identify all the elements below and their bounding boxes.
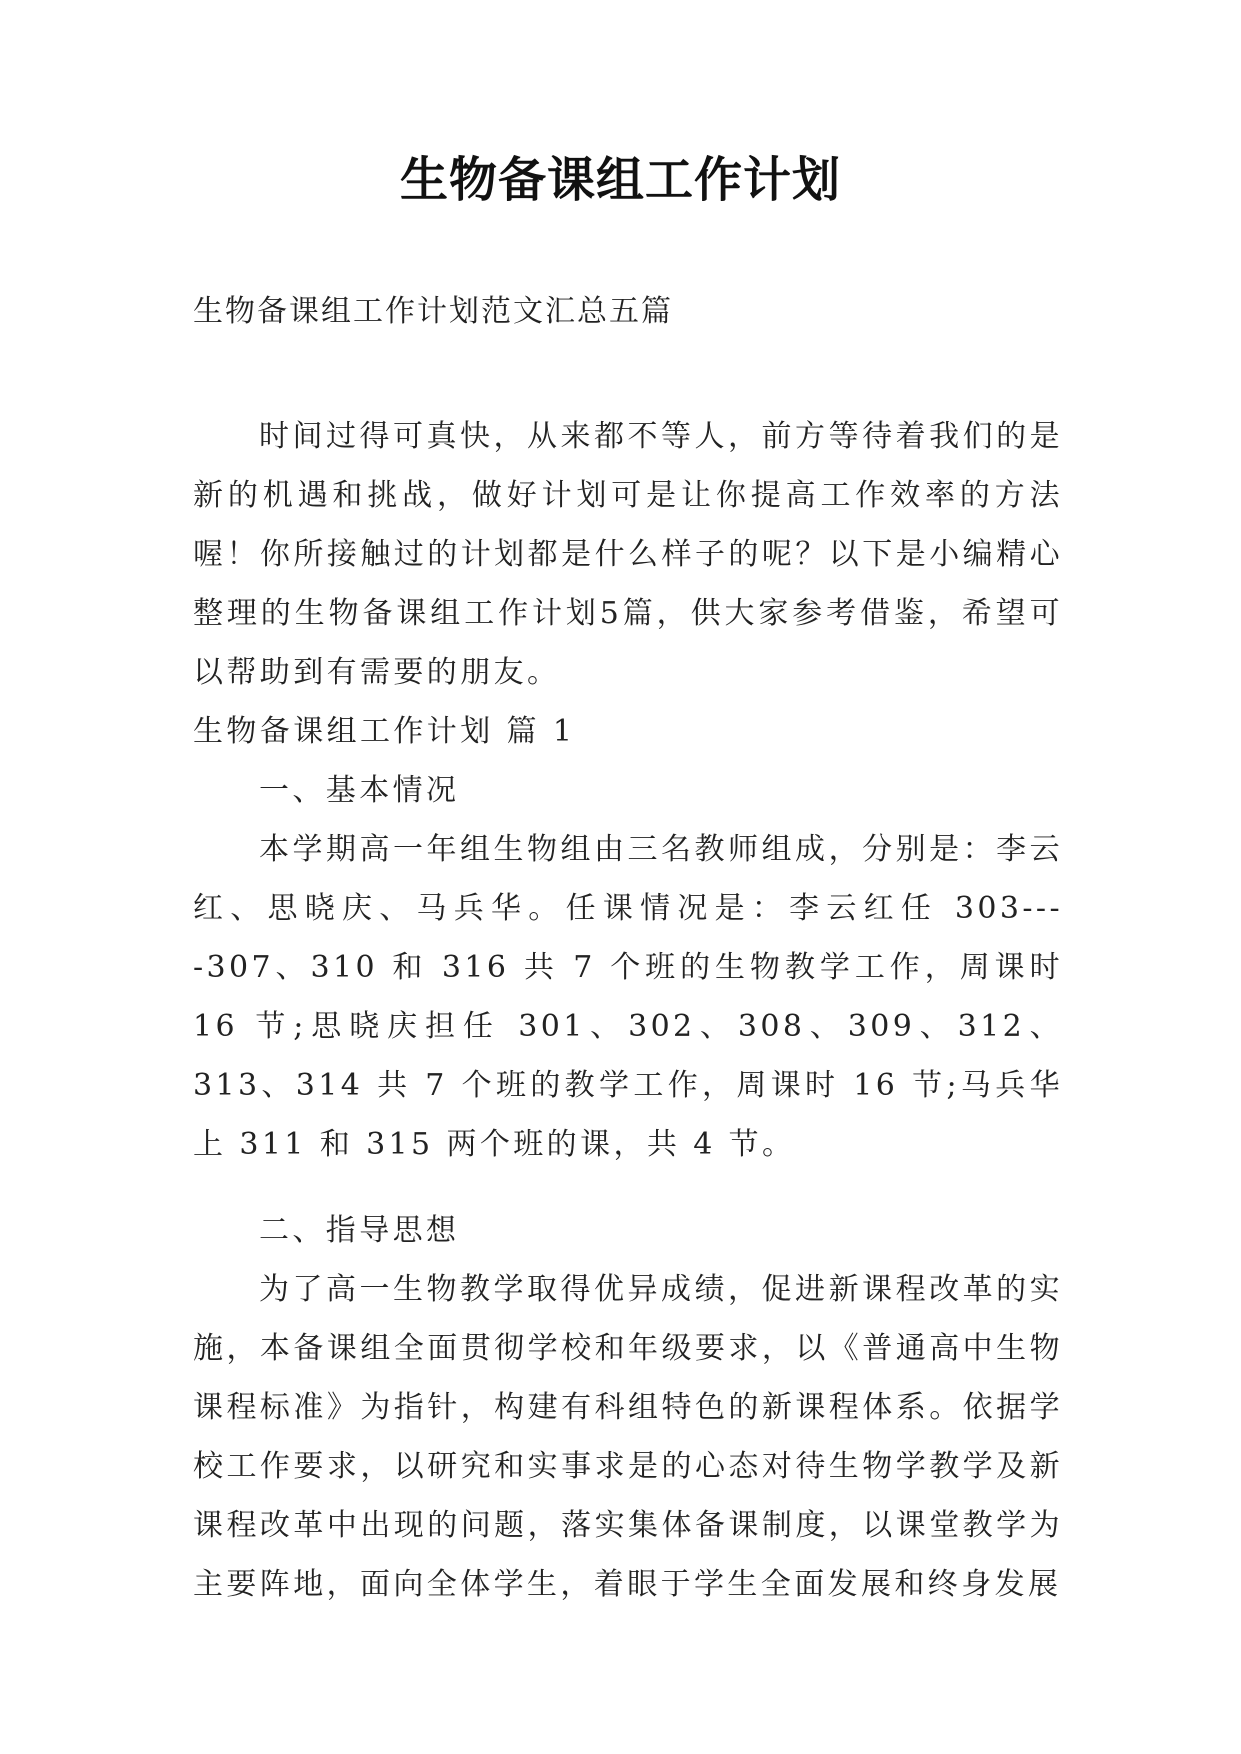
- document-body: [193, 407, 1063, 1614]
- intro-paragraph: 时间过得可真快，从来都不等人，前方等待着我们的是新的机遇和挑战，做好计划可是让你提高工作效率的方法喔！你所接触过的计划都是什么样子的呢？以下是小编精心整理的生物备课组工作计划5篇，供大家参考借鉴，希望可以帮助到有需要的朋友。: [193, 419, 1063, 690]
- document-subtitle: 生物备课组工作计划范文汇总五篇: [193, 294, 673, 329]
- document-title: 生物备课组工作计划: [399, 152, 841, 208]
- paragraph-gap: [193, 1174, 1063, 1201]
- section-paragraph-guiding: 为了高一生物教学取得优异成绩，促进新课程改革的实施，本备课组全面贯彻学校和年级要求，以《普通高中生物课程标准》为指针，构建有科组特色的新课程体系。依据学校工作要求，以研究和实事求是的心态对待生物学教学及新课程改革中出现的问题，落实集体备课制度，以课堂教学为主要阵地，面向全体学生，着眼于学生全面发展和终身发展: [193, 1272, 1063, 1602]
- section-heading-guiding: 二、指导思想: [259, 1213, 460, 1248]
- article-heading: 生物备课组工作计划 篇 1: [193, 714, 576, 749]
- section-heading-basic: 一、基本情况: [259, 773, 460, 808]
- section-paragraph-basic: 本学期高一年组生物组由三名教师组成，分别是：李云红、思晓庆、马兵华。任课情况是：李云红任 303----307、310 和 316 共 7 个班的生物教学工作，周课时 16 节;思晓庆担任 301、302、308、309、312、313、314 共 7 个班的教学工作，周课时 16 节;马兵华上 311 和 315 两个班的课，共 4 节。: [193, 832, 1063, 1162]
